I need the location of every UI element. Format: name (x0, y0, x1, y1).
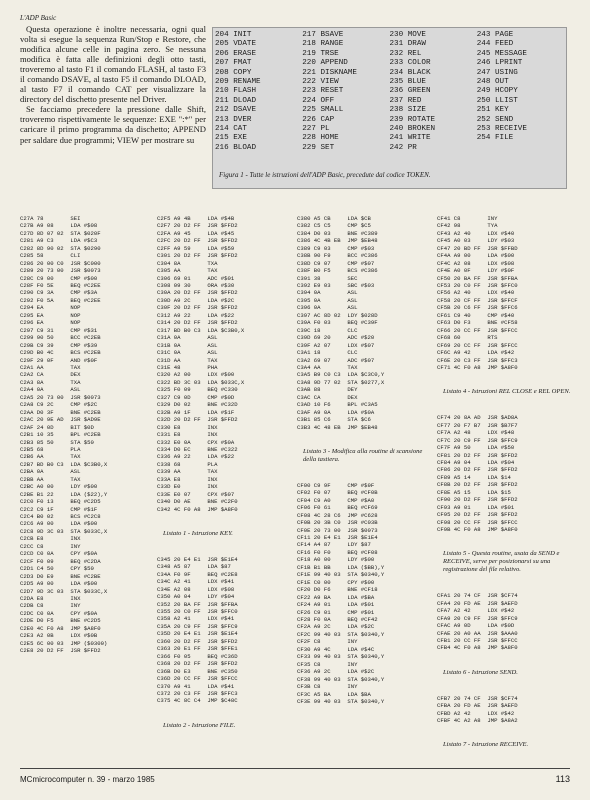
listing-caption: Listato 7 - Istruzione RECEIVE. (443, 741, 529, 749)
listing-code: C380 A5 CB LDA $CB C382 C5 C5 CMP $C5 C384 D0 03 BNE #C389 C386 4C 4B EB JMP $EB48 C389 C9 03 CMP #$03 C38B 90 F9 BCC #C386 C38D C9 07 CMP #$07 C38F B0 F5 BCS #C386 C391 38 SEC C392 E9 03 SBC #$03 C394 0A ASL C395 0A ASL C396 0A ASL C397 AC 8D 02 LDY $028D C39A F0 03 BEQ #C39F C39C 18 CLC C39D 69 20 ADC #$20 C39F A2 07 LDX #$07 C3A1 18 CLC C3A2 69 07 ADC #$07 C3A4 AA TAX C3A5 B9 C0 C3 LDA $C3C0,Y C3A8 9D 77 02 STA $0277,X C3AB 88 DEY C3AC CA DEX C3AD 10 F6 BPL #C3A5 C3AF A9 0A LDA #$0A C3B1 85 C6 STA $C6 C3B3 4C 48 EB JMP $EB48 (297, 214, 385, 431)
token-column: 204 INIT 205 VDATE 206 ERASE 207 FMAT 208 COPY 209 RENAME 210 FLASH 211 DLOAD 212 DSAVE 213 DVER 214 CAT 215 EXE 216 BLOAD (215, 31, 261, 152)
listing-code: C345 20 E4 E1 JSR $E1E4 C348 A5 87 LDA $87 C34A F0 9F BEQ #C2E8 C34C A2 41 LDX #$41 C34E A2 08 LDX #$08 C350 A0 04 LDY #$04 C352 20 BA FF JSR $FFBA C355 20 C0 FF JSR $FFC0 C358 A2 41 LDX #$41 C35A 20 C9 FF JSR $FFC9 C35D 20 E4 E1 JSR $E1E4 C360 20 D2 FF JSR $FFD2 C363 20 E1 FF JSR $FFE1 C366 F0 05 BEQ #C36D C368 20 D2 FF JSR $FFD2 C36B D0 E3 BNE #C350 C36D 20 CC FF JSR $FFCC C370 A9 41 LDA #$41 C372 20 C3 FF JSR $FFC3 C375 4C 8C C4 JMP $C48C (157, 555, 238, 705)
listing-code: CFB7 20 74 CF JSR $CF74 CFBA 20 FD AE JSR $AEFD CFBD A2 42 LDX #$42 CFBF 4C A2 A8 JMP $A8A2 (437, 694, 518, 725)
listing-column-3 (297, 200, 431, 713)
intro-paragraph-1: Questa operazione è inoltre necessaria, ogni qual volta si esegue la sequenza Run/Stop e Restore, che modifica alcune celle in pagina zero. Se nessuna modifica è fatta alle definizioni degli otto tasti, troveremo al tasto F1 il comando FLASH, al tasto F3 il comando DSAVE, al tasto F5 il comando DLOAD, al tasto F7 il comando CAT per visualizzare la directory del dischetto presente nel Driver. (20, 24, 206, 105)
listing-caption: Listato 2 - Istruzione FILE. (163, 721, 236, 729)
token-column: 230 MOVE 231 DRAW 232 REL 233 COLOR 234 BLACK 235 BLUE 236 GREEN 237 RED 238 SIZE 239 ROTATE 240 BROKEN 241 WRITE 242 PR (389, 31, 436, 152)
listing-column-2 (157, 200, 291, 740)
listing-code: C2F5 A9 4B LDA #$4B C2F7 20 D2 FF JSR $FFD2 C2FA A9 45 LDA #$45 C2FC 20 D2 FF JSR $FFD2 C2FF A9 59 LDA #$59 C301 20 D2 FF JSR $FFD2 C304 8A TXA C305 AA TAX C306 69 01 ADC #$01 C308 09 30 ORA #$30 C30A 20 D2 FF JSR $FFD2 C30D A9 2C LDA #$2C C30F 20 D2 FF JSR $FFD2 C312 A9 22 LDA #$22 C314 20 D2 FF JSR $FFD2 C317 BD B0 C3 LDA $C3B0,X C31A 0A ASL C31B 0A ASL C31C 0A ASL C31D AA TAX C31E 48 PHA C320 A2 00 LDX #$00 C322 BD 3C 03 LDA $033C,X C325 F0 09 BEQ #C330 C327 C9 0D CMP #$0D C329 D0 02 BNE #C32D C32B A9 1F LDA #$1F C32D 20 D2 FF JSR $FFD2 C330 E8 INX C331 E8 INX C332 E0 0A CPX #$0A C334 D0 EC BNE #C322 C336 A9 22 LDA #$22 C338 68 PLA C339 AA TAX C33A E8 INX C33D E0 INX C33E E0 07 CPX #$07 C340 D0 AE BNE #C2F0 C342 4C F0 A8 JMP $A8F0 (157, 214, 245, 513)
listing-caption: Listato 6 - Istruzione SEND. (443, 668, 518, 676)
listing-code: C27A 78 SEI C27B A9 08 LDA #$08 C27D 8D 07 02 STA $020F C281 A9 C3 LDA #$C3 C282 8D 90 02 STA $0290 C285 58 CLI C286 20 00 C0 JSR $C000 C289 20 73 00 JSR $0073 C28C C9 00 CMP #$00 C28F F0 5E BEQ #C2EE C290 C9 3A CMP #$3A C292 F0 5A BEQ #C2EE C294 EA NOP C295 EA NOP C296 EA NOP C297 C9 31 CMP #$31 C299 90 50 BCC #C2EB C29B C9 39 CMP #$39 C29D B0 4C BCS #C2EB C29F 29 0F AND #$0F C2A1 AA TAX C2A2 CA DEX C2A3 8A TXA C2A4 0A ASL C2A5 20 73 00 JSR $0073 C2A8 C9 2C CMP #$2C C2AA D0 3F BNE #C2EB C2AC 20 9E AD JSR $AD9E C2AF 24 0D BIT $0D C2B1 10 35 BPL #C2EB C2B3 85 50 STA $50 C2B5 68 PLA C2B6 AA TAX C2B7 BD B0 C3 LDA $C3B0,X C2BA 0A ASL C2BB AA TAX C2BC A0 00 LDY #$00 C2BE B1 22 LDA ($22),Y C2C0 F0 13 BEQ #C2D5 C2C2 C9 1F CMP #$1F C2C4 B0 02 BCS #C2C8 C2C6 A9 00 LDA #$00 C2C8 9D 3C 03 STA $033C,X C2CB E8 INX C2CC C8 INY C2CD C0 0A CPY #$0A C2CF F0 09 BEQ #C2DA C2D1 C4 50 CPY $50 C2D3 D0 E9 BNE #C2BE C2D5 A9 00 LDA #$00 C2D7 9D 3C 03 STA $033C,X C2DA E8 INX C2DB C8 INY C2DC C0 0A CPY #$0A C2DE D0 F5 BNE #C2D5 C2E0 4C F0 A8 JMP $A8F0 C2E3 A2 0B LDX #$0B C2E5 6C 00 03 JMP ($0300) C2E8 20 D2 FF JSR $FFD2 (20, 214, 108, 655)
listing-column-4 (437, 200, 571, 760)
listing-caption: Listato 4 - Istruzioni REL CLOSE e REL OPEN. (443, 388, 571, 396)
token-table (212, 27, 567, 189)
listing-caption: Listato 5 - Questa routine, usata da SEND e RECEIVE, serve per posizionarsi su una registrazione del file relativo. (443, 550, 560, 574)
listing-code: CF00 C9 9F CMP #$9F CF02 F0 07 BEQ #CF0B CF04 C9 A0 CMP #$A0 CF06 F0 61 BEQ #CF69 CF08 4C 28 C6 JMP #C628 CF0B 20 3B C0 JSR #C03B CF0E 20 73 00 JSR $0073 CF11 20 E4 E1 JSR $E1E4 CF14 A4 87 LDY $87 CF16 F0 F0 BEQ #CF08 CF18 A0 00 LDY #$00 CF1B B1 BB LDA ($BB),Y CF1E 99 40 03 STA $0340,Y CF1E C0 00 CPY #$00 CF20 D0 F6 BNE #CF18 CF22 A9 BA LDA #$BA CF24 A9 01 LDA #$01 CF26 C9 01 CMP #$01 CF28 F0 0A BEQ #CF42 CF2A A9 2C LDA #$2C CF2C 99 40 03 STA $0340,Y CF2F C8 INY CF30 A9 4C LDA #$4C CF33 99 40 03 STA $0340,Y CF35 C8 INY CF36 A9 2C LDA #$2C CF38 99 40 03 STA $0340,Y CF3B C8 INY CF3C A5 BA LDA $BA CF3E 99 40 03 STA $0340,Y (297, 481, 385, 705)
listing-code: CF41 C8 INY CF42 98 TYA CF43 A2 40 LDX #$40 CF45 A0 03 LDY #$03 CF47 20 BD FF JSR $FFBD CF4A A9 00 LDA #$00 CF4C A2 08 LDX #$08 CF4E A0 0F LDY #$0F CF50 20 BA FF JSR $FFBA CF53 20 C0 FF JSR $FFC0 CF56 A2 40 LDX #$40 CF58 20 CF FF JSR $FFCF CF5B 20 C6 FF JSR $FFC6 CF61 C9 40 CMP #$40 CF63 D0 F3 BNE #CF58 CF66 20 CC FF JSR $FFCC CF68 60 RTS CF69 20 CC FF JSR $FFCC CF6C A9 42 LDA #$42 CF6E 20 C3 FF JSR $FFC3 CF71 4C F0 A8 JMP $A8F0 (437, 214, 518, 371)
listing-code: CF74 20 8A AD JSR $AD8A CF77 20 F7 B7 JSR $B7F7 CF7A A2 48 LDX #$48 CF7C 20 C9 FF JSR $FFC9 CF7F A9 50 LDA #$50 CF81 20 D2 FF JSR $FFD2 CF84 A9 04 LDA #$04 CF86 20 D2 FF JSR $FFD2 CF89 A5 14 LDA $14 CF8B 20 D2 FF JSR $FFD2 CF8E A5 15 LDA $15 CF90 20 D2 FF JSR $FFD2 CF93 A9 01 LDA #$01 CF95 20 D2 FF JSR $FFD2 CF98 20 CC FF JSR $FFCC CF9B 4C F0 A8 JMP $A8F0 (437, 414, 518, 534)
listing-code: CFA1 20 74 CF JSR $CF74 CFA4 20 FD AE JSR $AEFD CFA7 A2 42 LDX #$42 CFA9 20 C9 FF JSR $FFC9 CFAC A9 0D LDA #$0D CFAE 20 A0 AA JSR $AAA0 CFB1 20 CC FF JSR $FFCC CFB4 4C F0 A8 JMP $A8F0 (437, 592, 518, 652)
page-footer (20, 768, 570, 784)
page-number: 113 (555, 774, 570, 784)
figure-caption: Figura 1 - Tutte le istruzioni dell'ADP Basic, precedute dal codice TOKEN. (219, 171, 431, 179)
token-column: 217 BSAVE 218 RANGE 219 TRSE 220 APPEND 221 DISKNAME 222 VIEW 223 RESET 224 OFF 225 SMALL 226 CAP 227 PL 228 HOME 229 SET (302, 31, 357, 152)
intro-paragraph-2: Se facciamo precedere la pressione dalle Shift, troveremo rispettivamente le sequenze: EXE ":*" per caricare il primo programma da dischetto; APPEND per saldare due programmi; VIEW per mostrare su (20, 104, 206, 145)
section-header: L'ADP Basic (20, 14, 57, 22)
intro-text (20, 24, 206, 145)
listing-column-1 (20, 200, 107, 662)
magazine-issue: MCmicrocomputer n. 39 - marzo 1985 (20, 775, 155, 784)
token-grid (215, 31, 564, 153)
listing-caption: Listato 3 - Modifica alla routine di scansione della tastiera. (303, 447, 423, 463)
listing-caption: Listato 1 - Istruzione KEY. (163, 529, 233, 537)
token-column: 243 PAGE 244 FEED 245 MESSAGE 246 LPRINT 247 USING 248 OUT 249 HCOPY 250 LLIST 251 KEY 252 SEND 253 RECEIVE 254 FILE (476, 31, 527, 143)
